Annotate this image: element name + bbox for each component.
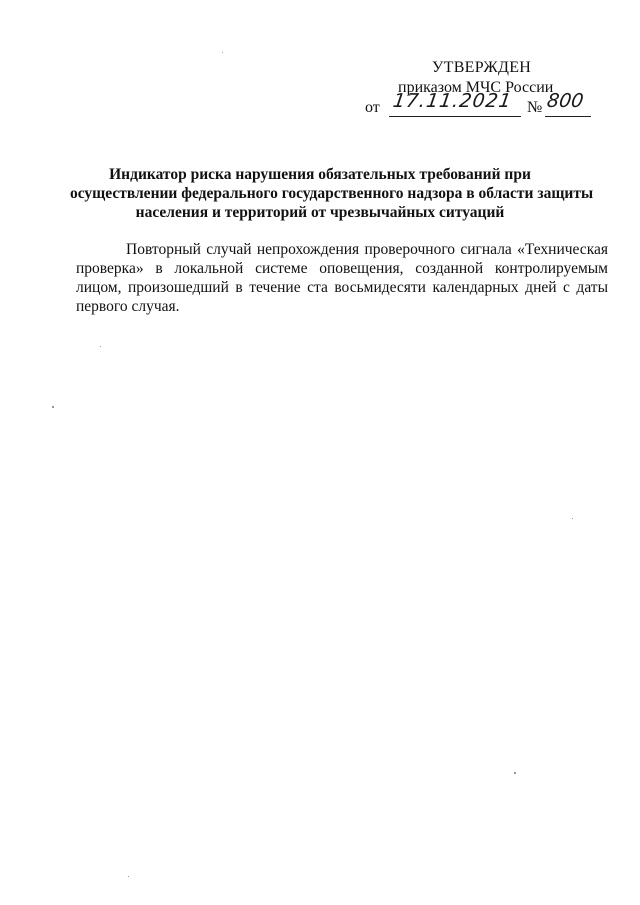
approval-title: УТВЕРЖДЕН bbox=[432, 59, 532, 76]
body-line-4: первого случая. bbox=[76, 298, 180, 315]
scan-speck bbox=[514, 772, 516, 774]
body-line-2: проверка» в локальной системе оповещения, созданной контролируемым bbox=[76, 260, 608, 277]
body-line-1: Повторный случай непрохождения проверочного сигнала «Техническая bbox=[126, 241, 608, 258]
scan-speck bbox=[128, 876, 129, 877]
date-prefix: от bbox=[365, 99, 380, 116]
scan-speck bbox=[222, 52, 223, 53]
date-field bbox=[389, 90, 521, 117]
scan-speck bbox=[572, 518, 573, 519]
number-prefix: № bbox=[527, 99, 543, 116]
document-heading bbox=[70, 165, 594, 222]
heading-line-3: населения и территорий от чрезвычайных ситуаций bbox=[135, 204, 505, 221]
body-line-3: лицом, произошедший в течение ста восьмидесяти календарных дней с даты bbox=[76, 279, 608, 296]
scan-speck bbox=[52, 406, 54, 408]
heading-line-1: Индикатор риска нарушения обязательных требований при bbox=[109, 166, 531, 183]
handwritten-number: 800 bbox=[545, 90, 585, 112]
approval-order-line: приказом МЧС России bbox=[398, 79, 554, 96]
scan-speck bbox=[100, 346, 101, 347]
handwritten-date: 17.11.2021 bbox=[391, 90, 514, 112]
document-body bbox=[76, 240, 608, 316]
heading-line-2: осуществлении федерального государственного надзора в области защиты bbox=[70, 185, 594, 202]
approval-date-line bbox=[365, 90, 595, 118]
number-field bbox=[545, 90, 591, 117]
